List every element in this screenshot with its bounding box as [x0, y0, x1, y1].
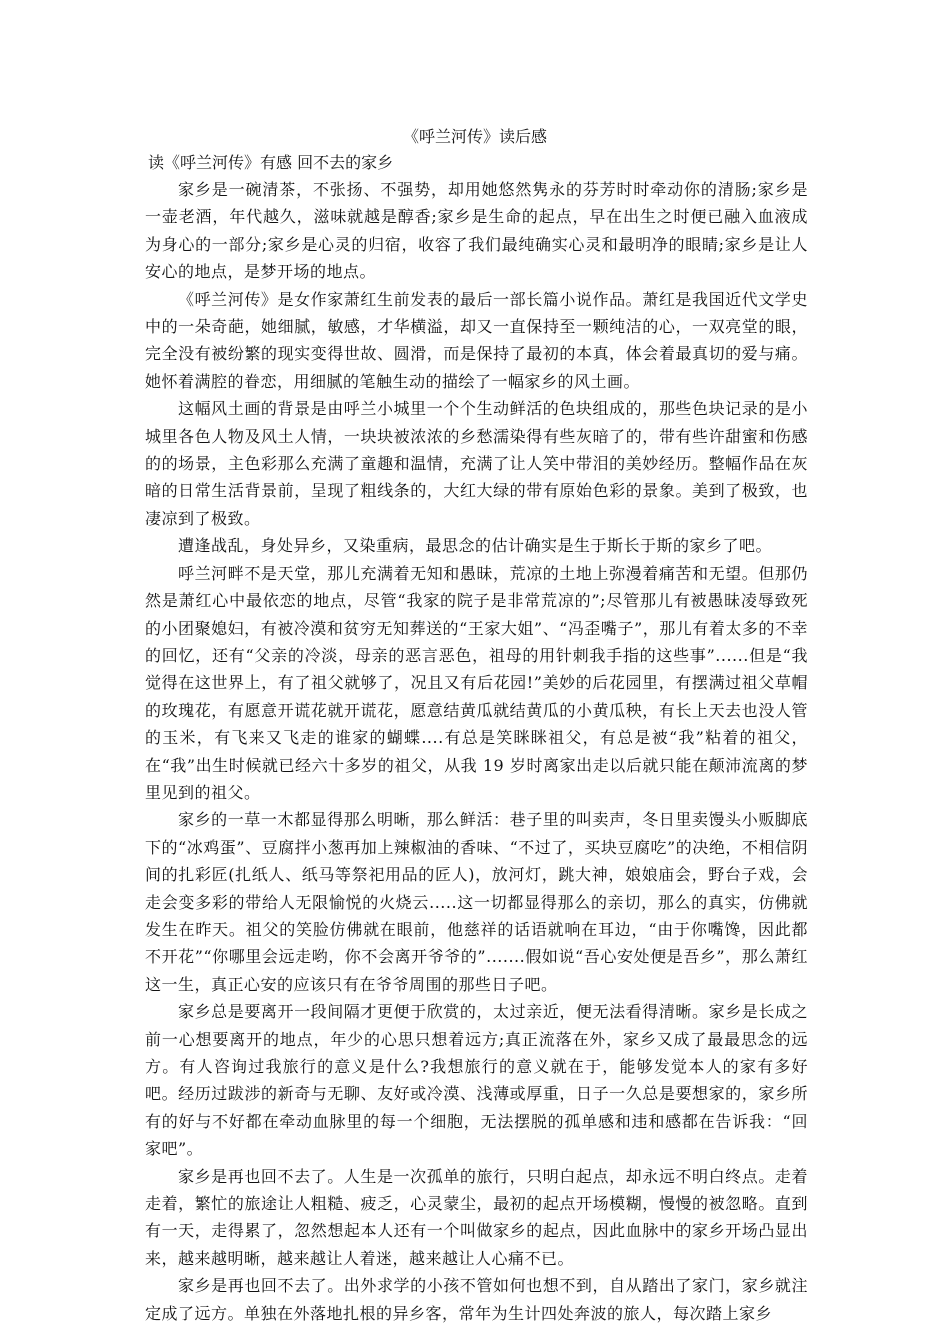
- document-title: 《呼兰河传》读后感: [402, 127, 547, 146]
- paragraph: 家乡总是要离开一段间隔才更便于欣赏的，太过亲近，便无法看得清晰。家乡是长成之前一心想要离开的地点，年少的心思只想着远方;真正流落在外，家乡又成了最最思念的远方。有人咨询过我旅行的意义是什么?我想旅行的意义就在于，能够发觉本人的家有多好吧。经历过跋涉的新奇与无聊、友好或冷漠、浅薄或厚重，日子一久总是要想家的，家乡所有的好与不好都在牵动血脉里的每一个细胞，无法摆脱的孤单感和违和感都在告诉我：“回家吧”。: [145, 1002, 808, 1159]
- paragraph: 家乡是再也回不去了。出外求学的小孩不管如何也想不到，自从踏出了家门，家乡就注定成了远方。单独在外落地扎根的异乡客，常年为生计四处奔波的旅人，每次踏上家乡: [145, 1276, 808, 1323]
- paragraph: 遭逢战乱，身处异乡，又染重病，最思念的估计确实是生于斯长于斯的家乡了吧。: [178, 536, 773, 556]
- paragraph: 家乡是再也回不去了。人生是一次孤单的旅行，只明白起点，却永远不明白终点。走着走着，繁忙的旅途让人粗糙、疲乏，心灵蒙尘，最初的起点开场模糊，慢慢的被忽略。直到有一天，走得累了，忽然想起本人还有一个叫做家乡的起点，因此血脉中的家乡开场凸显出来，越来越明晰，越来越让人着迷，越来越让人心痛不已。: [145, 1166, 808, 1268]
- paragraph: 家乡是一碗清茶，不张扬、不强势，却用她悠然隽永的芬芳时时牵动你的清肠;家乡是一壶老酒，年代越久，滋味就越是醇香;家乡是生命的起点，早在出生之时便已融入血液成为身心的一部分;家乡是心灵的归宿，收容了我们最纯确实心灵和最明净的眼睛;家乡是让人安心的地点，是梦开场的地点。: [145, 180, 808, 282]
- paragraph: 这幅风土画的背景是由呼兰小城里一个个生动鲜活的色块组成的，那些色块记录的是小城里各色人物及风土人情，一块块被浓浓的乡愁濡染得有些灰暗了的，带有些许甜蜜和伤感的的场景，主色彩那么充满了童趣和温情，充满了让人笑中带泪的美妙经历。整幅作品在灰暗的日常生活背景前，呈现了粗线条的，大红大绿的带有原始色彩的景象。美到了极致，也凄凉到了极致。: [145, 399, 808, 528]
- document-subtitle: 读《呼兰河传》有感 回不去的家乡: [148, 153, 394, 172]
- paragraph: 呼兰河畔不是天堂，那儿充满着无知和愚昧，荒凉的土地上弥漫着痛苦和无望。但那仍然是萧红心中最依恋的地点，尽管“我家的院子是非常荒凉的”;尽管那儿有被愚昧凌辱致死的小团聚媳妇，有被冷漠和贫穷无知葬送的“王家大姐”、“冯歪嘴子”，那儿有着太多的不幸的回忆，还有“父亲的冷淡，母亲的恶言恶色，祖母的用针刺我手指的这些事”......但是“我觉得在这世界上，有了祖父就够了，况且又有后花园!”美妙的后花园里，有摆满过祖父草帽的玫瑰花，有愿意开谎花就开谎花，愿意结黄瓜就结黄瓜的小黄瓜秧，有长上天去也没人管的玉米，有飞来又飞走的谁家的蝴蝶....有总是笑眯眯祖父，有总是被“我”粘着的祖父，在“我”出生时候就已经六十多岁的祖父，从我 19 岁时离家出走以后就只能在颠沛流离的梦里见到的祖父。: [145, 563, 808, 802]
- paragraph: 《呼兰河传》是女作家萧红生前发表的最后一部长篇小说作品。萧红是我国近代文学史中的一朵奇葩，她细腻，敏感，才华横溢，却又一直保持至一颗纯洁的心，一双亮堂的眼，完全没有被纷繁的现实变得世故、圆滑，而是保持了最初的本真，体会着最真切的爱与痛。她怀着满腔的眷恋，用细腻的笔触生动的描绘了一幅家乡的风土画。: [145, 289, 808, 391]
- document-body: [145, 176, 808, 1327]
- paragraph: 家乡的一草一木都显得那么明晰，那么鲜活：巷子里的叫卖声，冬日里卖馒头小贩脚底下的“冰鸡蛋”、豆腐拌小葱再加上辣椒油的香味、“不过了，买块豆腐吃”的决绝，不相信阴间的扎彩匠(扎纸人、纸马等祭祀用品的匠人)，放河灯，跳大神，娘娘庙会，野台子戏，会走会变多彩的带给人无限愉悦的火烧云.....这一切都显得那么的亲切，那么的真实，仿佛就发生在昨天。祖父的笑脸仿佛就在眼前，他慈祥的话语就响在耳边，“由于你嘴馋，因此都不开花”“你哪里会远走哟，你不会离开爷爷的”.......假如说“吾心安处便是吾乡”，那么萧红这一生，真正心安的应该只有在爷爷周围的那些日子吧。: [145, 810, 808, 994]
